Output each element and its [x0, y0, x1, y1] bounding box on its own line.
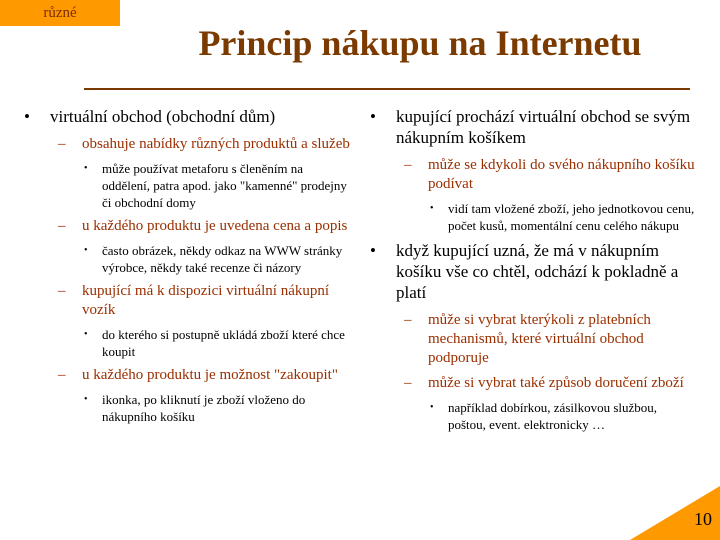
- bullet-text: může se kdykoli do svého nákupního košíku podívat: [428, 157, 695, 192]
- detail-metaphor: [82, 160, 352, 211]
- detail-image: [82, 242, 352, 276]
- dash-marker: –: [58, 283, 66, 299]
- bullet-browsing: [368, 106, 698, 148]
- detail-cart-contents: [428, 200, 698, 234]
- sub-bullet-buy: [50, 366, 352, 385]
- bullet-text: vidí tam vložené zboží, jeho jednotkovou cenu, počet kusů, momentální cenu celého nákupu: [448, 201, 695, 233]
- dash-marker: –: [404, 375, 412, 391]
- bullet-marker: •: [84, 245, 88, 256]
- bullet-text: kupující má k dispozici virtuální nákupní vozík: [82, 283, 330, 318]
- bullet-marker: •: [370, 107, 376, 126]
- detail-cart: [82, 326, 352, 360]
- bullet-text: může používat metaforu s členěním na oddělení, patra apod. jako "kamenné" prodejny či obchodní domy: [102, 161, 347, 210]
- bullet-text: obsahuje nabídky různých produktů a služeb: [82, 136, 350, 152]
- bullet-marker: •: [84, 394, 88, 405]
- dash-marker: –: [404, 157, 412, 173]
- detail-icon: [82, 391, 352, 425]
- bullet-text: když kupující uzná, že má v nákupním košíku vše co chtěl, odchází k pokladně a platí: [396, 241, 679, 302]
- dash-marker: –: [58, 136, 66, 152]
- right-column: [368, 106, 698, 439]
- dash-marker: –: [404, 312, 412, 328]
- bullet-marker: •: [84, 163, 88, 174]
- dash-marker: –: [58, 218, 66, 234]
- sub-bullet-delivery: [396, 374, 698, 393]
- sub-bullet-cart: [50, 282, 352, 320]
- bullet-text: ikonka, po kliknutí je zboží vloženo do nákupního košíku: [102, 392, 306, 424]
- bullet-text: u každého produktu je uvedena cena a popis: [82, 218, 348, 234]
- left-column: [22, 106, 352, 431]
- bullet-marker: •: [430, 402, 434, 413]
- bullet-virtual-shop: [22, 106, 352, 127]
- sub-bullet-payment: [396, 311, 698, 368]
- bullet-text: často obrázek, někdy odkaz na WWW stránky výrobce, někdy také recenze či názory: [102, 243, 343, 275]
- bullet-text: může si vybrat kterýkoli z platebních mechanismů, které virtuální obchod podporuje: [428, 312, 651, 366]
- dash-marker: –: [58, 367, 66, 383]
- bullet-marker: •: [370, 241, 376, 260]
- bullet-text: kupující prochází virtuální obchod se svým nákupním košíkem: [396, 107, 691, 147]
- sub-bullet-offers: [50, 135, 352, 154]
- slide-title: Princip nákupu na Internetu: [198, 23, 642, 63]
- section-tag: různé: [0, 0, 120, 26]
- bullet-marker: •: [430, 203, 434, 214]
- title-divider: [84, 88, 690, 90]
- bullet-text: virtuální obchod (obchodní dům): [50, 107, 276, 126]
- sub-bullet-view-cart: [396, 156, 698, 194]
- page-number: 10: [694, 509, 712, 529]
- bullet-text: do kterého si postupně ukládá zboží které chce koupit: [102, 327, 345, 359]
- bullet-marker: •: [24, 107, 30, 126]
- sub-bullet-price: [50, 217, 352, 236]
- bullet-text: například dobírkou, zásilkovou službou, poštou, event. elektronicky …: [448, 400, 658, 432]
- bullet-marker: •: [84, 329, 88, 340]
- bullet-checkout: [368, 240, 698, 303]
- bullet-text: může si vybrat také způsob doručení zboží: [428, 375, 684, 391]
- detail-delivery: [428, 399, 698, 433]
- bullet-text: u každého produktu je možnost "zakoupit": [82, 367, 338, 383]
